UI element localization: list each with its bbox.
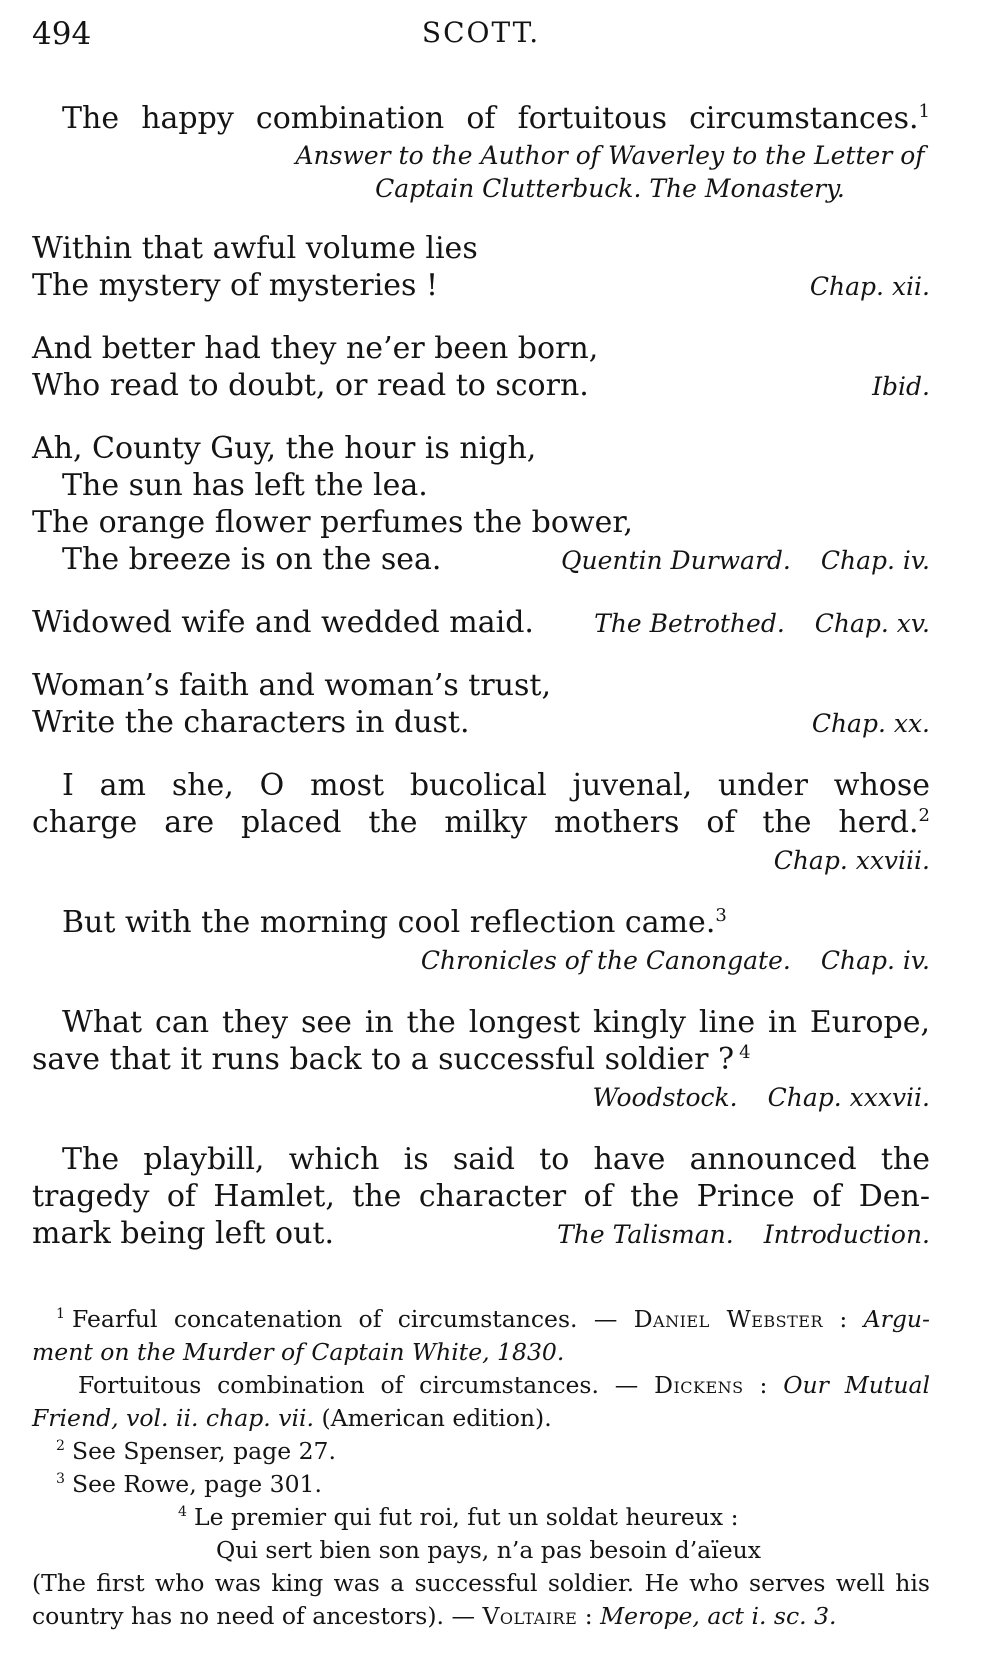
quote-text: tragedy of Hamlet, the character of the Prince of Den- <box>32 1179 930 1214</box>
footnote-line <box>32 1468 930 1501</box>
footnote-author: Daniel Webster <box>633 1305 824 1333</box>
quote-awful-volume <box>32 230 930 305</box>
footnote-line <box>32 1336 930 1369</box>
quote-line: Ah, County Guy, the hour is nigh, <box>32 431 537 466</box>
work-title: The Betrothed. <box>594 609 785 638</box>
quote-text: The happy combination of fortuitous circumstances. <box>62 101 919 136</box>
footnote-text: Fearful concatenation of circumstances. — <box>71 1305 634 1333</box>
quote-text: The playbill, which is said to have announced the <box>62 1142 930 1177</box>
chapter-ref: Chap. xxxvii. <box>767 1083 930 1112</box>
chapter-ref: Chap. xv. <box>814 609 930 638</box>
page-header <box>32 16 930 56</box>
footnote-line <box>32 1567 930 1600</box>
quote-line <box>32 1215 930 1253</box>
footnote-line <box>32 1435 930 1468</box>
chapter-ref: Chap. xx. <box>811 709 930 738</box>
footnote-number: 1 <box>56 1306 65 1323</box>
quote-line <box>32 704 930 742</box>
quote-line: The orange flower perfumes the bower, <box>32 505 633 540</box>
page-number: 494 <box>32 16 92 52</box>
chapter-ref: Introduction. <box>763 1220 930 1249</box>
footnote-text: Fortuitous combination of circumstances. — <box>78 1371 655 1399</box>
attribution-line: Captain Clutterbuck. The Monastery. <box>375 174 845 203</box>
quote-line <box>32 804 930 841</box>
footnote-text: See Spenser, page 27. <box>71 1437 336 1465</box>
footnote-marker: 1 <box>918 101 930 122</box>
quote-text: charge are placed the milky mothers of the herd. <box>32 805 919 840</box>
quote-morning-reflection <box>32 904 930 979</box>
footnote-text: (American edition). <box>314 1404 552 1432</box>
footnote-work: Merope, act i. sc. 3. <box>600 1602 837 1630</box>
quote-text: I am she, O most bucolical juvenal, under whose <box>62 768 930 803</box>
attribution-line: Answer to the Author of Waverley to the Letter of <box>295 141 925 170</box>
footnote-marker: 4 <box>739 1042 751 1063</box>
quote-line: Woman’s faith and woman’s trust, <box>32 668 551 703</box>
quote-line: Within that awful volume lies <box>32 231 478 266</box>
quote-line <box>32 1004 930 1041</box>
footnote-text: country has no need of ancestors). — <box>32 1602 483 1630</box>
footnote-work: Our Mutual <box>783 1371 930 1399</box>
quote-text: Write the characters in dust. <box>32 705 470 740</box>
source-ref <box>32 1078 930 1116</box>
quote-text: What can they see in the longest kingly line in Europe, <box>62 1005 930 1040</box>
footnote-verse: Qui sert bien son pays, n’a pas besoin d’aïeux <box>216 1536 761 1564</box>
quote-line <box>32 1041 930 1078</box>
quote-line <box>32 1141 930 1178</box>
footnote-text: : <box>823 1305 864 1333</box>
work-title: Chronicles of the Canongate. <box>420 946 791 975</box>
attribution <box>290 139 930 205</box>
footnote-work: Friend, vol. ii. chap. vii. <box>32 1404 314 1432</box>
footnote-author: Dickens <box>654 1371 744 1399</box>
quote-line <box>32 1178 930 1215</box>
footnote-text: : <box>577 1602 601 1630</box>
work-title: Quentin Durward. <box>560 546 791 575</box>
footnote-text: (The first who was king was a successful soldier. He who serves well his <box>32 1569 930 1597</box>
footnote-text: See Rowe, page 301. <box>71 1470 322 1498</box>
quote-line <box>32 541 930 579</box>
quote-womans-faith <box>32 667 930 742</box>
quote-line <box>32 367 930 405</box>
quote-county-guy <box>32 430 930 579</box>
quote-happy-combination <box>32 100 930 205</box>
footnote-line <box>32 1501 930 1534</box>
source-ref <box>32 941 930 979</box>
footnote-line <box>32 1369 930 1402</box>
chapter-ref: Ibid. <box>872 372 930 401</box>
source-ref <box>32 841 930 879</box>
source-ref <box>594 604 930 642</box>
quote-text: Widowed wife and wedded maid. <box>32 605 534 640</box>
quote-line: And better had they ne’er been born, <box>32 331 599 366</box>
quote-line <box>32 604 930 642</box>
footnote-line <box>32 1600 930 1633</box>
chapter-ref: Chap. iv. <box>820 546 930 575</box>
footnote-text: : <box>743 1371 784 1399</box>
footnote-line <box>32 1402 930 1435</box>
footnote-marker: 2 <box>918 805 930 826</box>
quote-line: The sun has left the lea. <box>62 468 428 503</box>
quote-line <box>32 904 930 941</box>
chapter-ref: Chap. xii. <box>809 272 930 301</box>
footnote-number: 4 <box>178 1504 187 1521</box>
source-ref <box>561 541 930 579</box>
quote-text: mark being left out. <box>32 1216 335 1251</box>
quote-better-born <box>32 330 930 405</box>
footnote-number: 2 <box>56 1438 65 1455</box>
running-title: SCOTT. <box>421 16 541 49</box>
footnote-line <box>32 1303 930 1336</box>
work-title: The Talisman. <box>557 1220 734 1249</box>
quote-line <box>32 100 930 137</box>
quote-bucolical-juvenal <box>32 767 930 879</box>
work-title: Woodstock. <box>592 1083 738 1112</box>
quote-text: The mystery of mysteries ! <box>32 268 439 303</box>
quote-line <box>32 267 930 305</box>
quote-text: The breeze is on the sea. <box>62 542 442 577</box>
footnote-work: Argu- <box>863 1305 930 1333</box>
quote-text: But with the morning cool reflection came. <box>62 905 716 940</box>
quote-playbill-hamlet <box>32 1141 930 1253</box>
chapter-ref: Chap. iv. <box>820 946 930 975</box>
chapter-ref: Chap. xxviii. <box>773 846 930 875</box>
quote-line <box>32 767 930 804</box>
footnote-verse: Le premier qui fut roi, fut un soldat heureux : <box>193 1503 739 1531</box>
footnote-author: Voltaire <box>482 1602 578 1630</box>
footnote-line <box>32 1534 930 1567</box>
footnotes-section <box>32 1303 930 1633</box>
footnote-marker: 3 <box>715 905 727 926</box>
quote-kingly-line <box>32 1004 930 1116</box>
quote-widowed-wife <box>32 604 930 642</box>
quote-text: Who read to doubt, or read to scorn. <box>32 368 589 403</box>
footnote-work: ment on the Murder of Captain White, 1830. <box>32 1338 565 1366</box>
footnote-number: 3 <box>56 1471 65 1488</box>
quote-text: save that it runs back to a successful soldier ? <box>32 1042 735 1077</box>
source-ref <box>557 1215 930 1253</box>
